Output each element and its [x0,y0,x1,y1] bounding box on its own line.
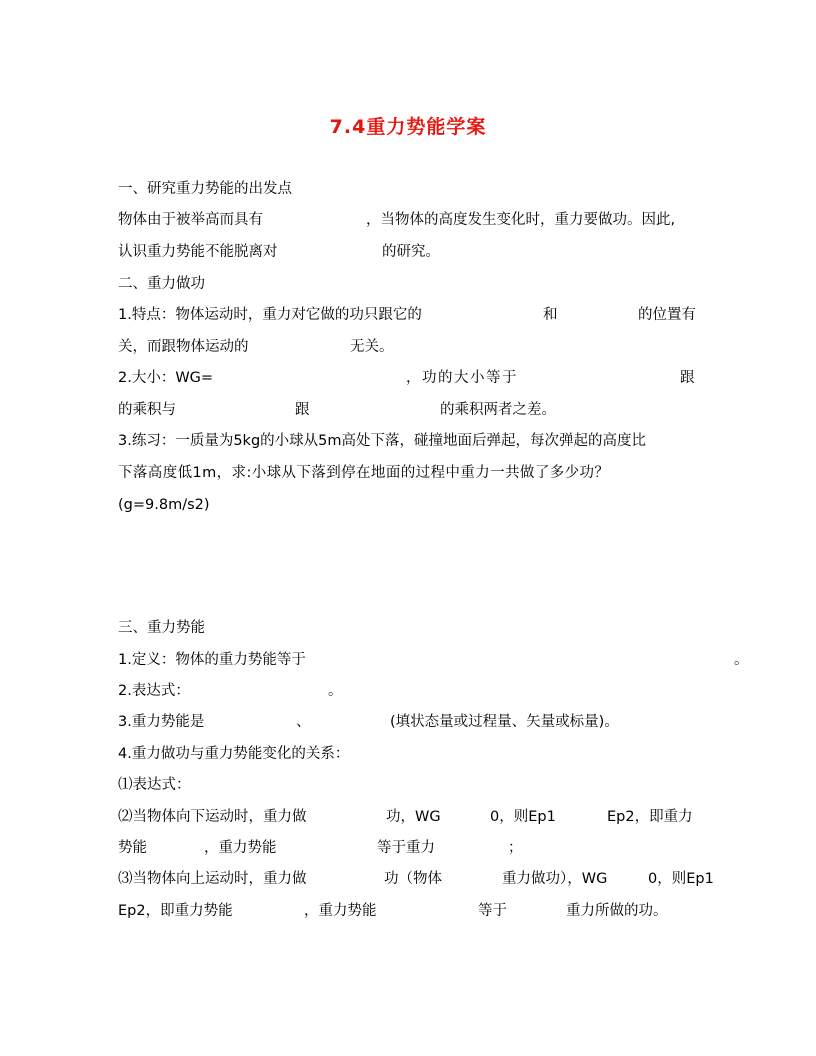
s3-e3-part2: 功（物体 [384,871,442,887]
s2-p3-line3: (g=9.8m/s2) [118,497,210,513]
s3-e3-line2-part1: Ep2，即重力势能 [118,903,233,919]
section-3-heading: 三、重力势能 [118,620,205,636]
s3-e3-line2-part4: 重力所做的功。 [566,903,668,919]
section-1-heading: 一、研究重力势能的出发点 [118,181,292,197]
s2-p1-part2: 和 [543,307,558,323]
s3-e3-line2-part2: ，重力势能 [304,903,377,919]
s2-p2-part1: 2.大小：WG= [118,370,214,386]
s3-e3-part1: ⑶当物体向上运动时，重力做 [118,871,307,887]
s1-line1-part1: 物体由于被举高而具有 [118,212,263,228]
document-title: 7.4重力势能学案 [329,116,487,138]
s3-e1: ⑴表达式： [118,777,191,793]
s2-p2-part3: 跟 [680,370,695,386]
s2-p2-part2: ，功的大小等于 [406,370,518,386]
s3-d1-part2: 。 [734,652,749,668]
s1-line2-part1: 认识重力势能不能脱离对 [118,244,278,260]
s2-p1-line2-part2: 无关。 [350,339,394,355]
s3-d3-part1: 3.重力势能是 [118,714,205,730]
s2-p1-line2-part1: 关，而跟物体运动的 [118,339,249,355]
s2-p1-part3: 的位置有 [638,307,696,323]
s3-e2-part4: Ep2，即重力 [607,809,693,825]
s2-p1-part1: 1.特点：物体运动时，重力对它做的功只跟它的 [118,307,422,323]
s3-d2-part1: 2.表达式： [118,683,190,699]
s3-e2-line2-part4: ； [508,840,523,856]
s3-e3-part3: 重力做功），WG [502,871,608,887]
s3-e2-line2-part2: ，重力势能 [204,840,277,856]
s2-p3-line1: 3.练习：一质量为5kg的小球从5m高处下落，碰撞地面后弹起，每次弹起的高度比 [118,433,647,449]
s3-e2-line2-part3: 等于重力 [377,840,435,856]
section-2-heading: 二、重力做功 [118,276,205,292]
s3-e2-part3: 0，则Ep1 [490,809,556,825]
s3-e3-part4: 0，则Ep1 [648,871,714,887]
s3-e2-part1: ⑵当物体向下运动时，重力做 [118,809,307,825]
s3-d1-part1: 1.定义：物体的重力势能等于 [118,652,306,668]
s1-line2-part2: 的研究。 [382,244,440,260]
s3-d4: 4.重力做功与重力势能变化的关系： [118,746,350,762]
s3-e2-line2-part1: 势能 [118,840,147,856]
s2-p2-line2-part3: 的乘积两者之差。 [440,402,556,418]
s3-e2-part2: 功，WG [386,809,441,825]
s2-p2-line2-part2: 跟 [295,402,310,418]
s3-e3-line2-part3: 等于 [478,903,507,919]
s3-d3-part3: (填状态量或过程量、矢量或标量)。 [390,714,619,730]
s3-d2-part2: 。 [328,683,343,699]
s3-d3-part2: 、 [296,714,311,730]
s2-p3-line2: 下落高度低1m，求:小球从下落到停在地面的过程中重力一共做了多少功？ [118,465,610,481]
s1-line1-part2: ，当物体的高度发生变化时，重力要做功。因此, [366,212,676,228]
s2-p2-line2-part1: 的乘积与 [118,402,176,418]
